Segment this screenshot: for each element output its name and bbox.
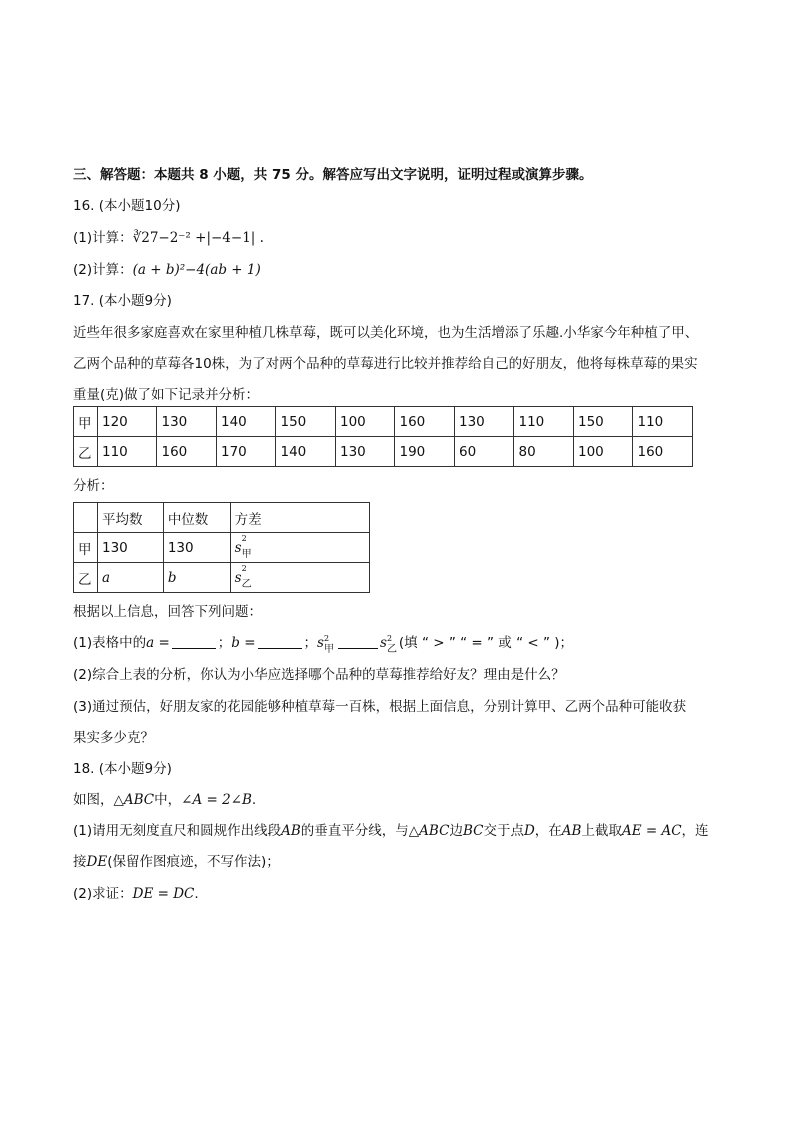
answer-blank-a[interactable] <box>172 634 216 649</box>
q18-intro: 如图，△ABC中，∠A = 2∠B. <box>73 792 257 808</box>
q17-part3-line-1: (3)通过预估，好朋友家的花园能够种植草莓一百株，根据上面信息，分别计算甲、乙两个品种可能收获 <box>73 699 687 715</box>
record-cell: 160 <box>633 437 693 467</box>
analysis-row-jia <box>74 533 370 563</box>
q16-part1 <box>73 228 264 248</box>
q17-intro-line-2: 乙两个品种的草莓各10株，为了对两个品种的草莓进行比较并推荐给自己的好朋友，他将每株草莓的果实 <box>73 356 698 372</box>
analysis-cell: a <box>97 563 163 593</box>
record-cell: 130 <box>335 437 395 467</box>
q17-part2: (2)综合上表的分析，你认为小华应选择哪个品种的草莓推荐给好友？理由是什么？ <box>73 667 565 683</box>
analysis-row-yi <box>74 563 370 593</box>
record-cell: 170 <box>216 437 276 467</box>
record-cell: 140 <box>216 407 276 437</box>
q16-title: 16. (本小题10分) <box>73 198 181 214</box>
q18-title: 18. (本小题9分) <box>73 761 172 777</box>
q16-part1-expr: ∛27−2⁻² +|−4−1| . <box>132 230 264 246</box>
q16-part2-prefix: (2)计算： <box>73 262 133 278</box>
record-cell: 110 <box>97 437 157 467</box>
q18-part1-line-2: 接DE(保留作图痕迹，不写作法)； <box>73 854 280 870</box>
analysis-cell: b <box>163 563 230 593</box>
record-row-label: 乙 <box>74 437 98 467</box>
answer-prompt: 根据以上信息，回答下列问题： <box>73 604 262 620</box>
analysis-cell: 130 <box>163 533 230 563</box>
analysis-label: 分析： <box>73 478 114 494</box>
record-cell: 150 <box>573 407 633 437</box>
record-cell: 110 <box>633 407 693 437</box>
variance-symbol-jia: s 2 甲 <box>234 533 252 560</box>
variance-symbol-yi: s 2 乙 <box>379 634 397 655</box>
record-cell: 190 <box>395 437 455 467</box>
record-cell: 160 <box>395 407 455 437</box>
q17-intro-line-3: 重量(克)做了如下记录并分析： <box>73 387 260 403</box>
record-row-jia <box>74 407 693 437</box>
q17-part1: (1)表格中的a = ；b = ；s 2 甲 s 2 乙 (填 “ > ” “ = ” 或 “ < ” )； <box>73 634 574 655</box>
variance-symbol-yi: s 2 乙 <box>234 563 252 590</box>
record-cell: 100 <box>573 437 633 467</box>
analysis-header-cell: 方差 <box>230 503 369 533</box>
answer-blank-compare[interactable] <box>338 634 378 649</box>
analysis-header-cell: 中位数 <box>163 503 230 533</box>
analysis-header-cell: 平均数 <box>97 503 163 533</box>
answer-blank-b[interactable] <box>258 634 302 649</box>
record-cell: 80 <box>514 437 574 467</box>
record-row-yi <box>74 437 693 467</box>
analysis-cell <box>230 533 369 563</box>
q17-part3-line-2: 果实多少克？ <box>73 730 154 746</box>
record-cell: 150 <box>276 407 336 437</box>
record-cell: 130 <box>157 407 217 437</box>
analysis-header-row <box>74 503 370 533</box>
analysis-header-cell <box>74 503 98 533</box>
q16-part2-expr: (a + b)²−4(ab + 1) <box>132 262 261 278</box>
q18-part2: (2)求证：DE = DC. <box>73 886 199 902</box>
analysis-cell: 甲 <box>74 533 98 563</box>
section-heading: 三、解答题：本题共 8 小题，共 75 分。解答应写出文字说明，证明过程或演算步骤。 <box>73 167 593 183</box>
record-cell: 60 <box>454 437 514 467</box>
analysis-cell <box>230 563 369 593</box>
record-cell: 130 <box>454 407 514 437</box>
record-cell: 140 <box>276 437 336 467</box>
record-cell: 100 <box>335 407 395 437</box>
variance-symbol-jia: s 2 甲 <box>317 634 335 655</box>
record-table <box>73 406 693 467</box>
analysis-cell: 130 <box>97 533 163 563</box>
record-row-label: 甲 <box>74 407 98 437</box>
record-cell: 160 <box>157 437 217 467</box>
q16-part2 <box>73 260 261 280</box>
record-cell: 120 <box>97 407 157 437</box>
q17-intro-line-1: 近些年很多家庭喜欢在家里种植几株草莓，既可以美化环境，也为生活增添了乐趣.小华家今年种植了甲、 <box>73 325 699 341</box>
q18-part1-line-1: (1)请用无刻度直尺和圆规作出线段AB的垂直平分线，与△ABC边BC交于点D，在AB上截取AE = AC，连 <box>73 823 709 839</box>
q17-title: 17. (本小题9分) <box>73 293 172 309</box>
analysis-table <box>73 502 370 593</box>
q16-part1-prefix: (1)计算： <box>73 230 133 246</box>
record-cell: 110 <box>514 407 574 437</box>
analysis-cell: 乙 <box>74 563 98 593</box>
